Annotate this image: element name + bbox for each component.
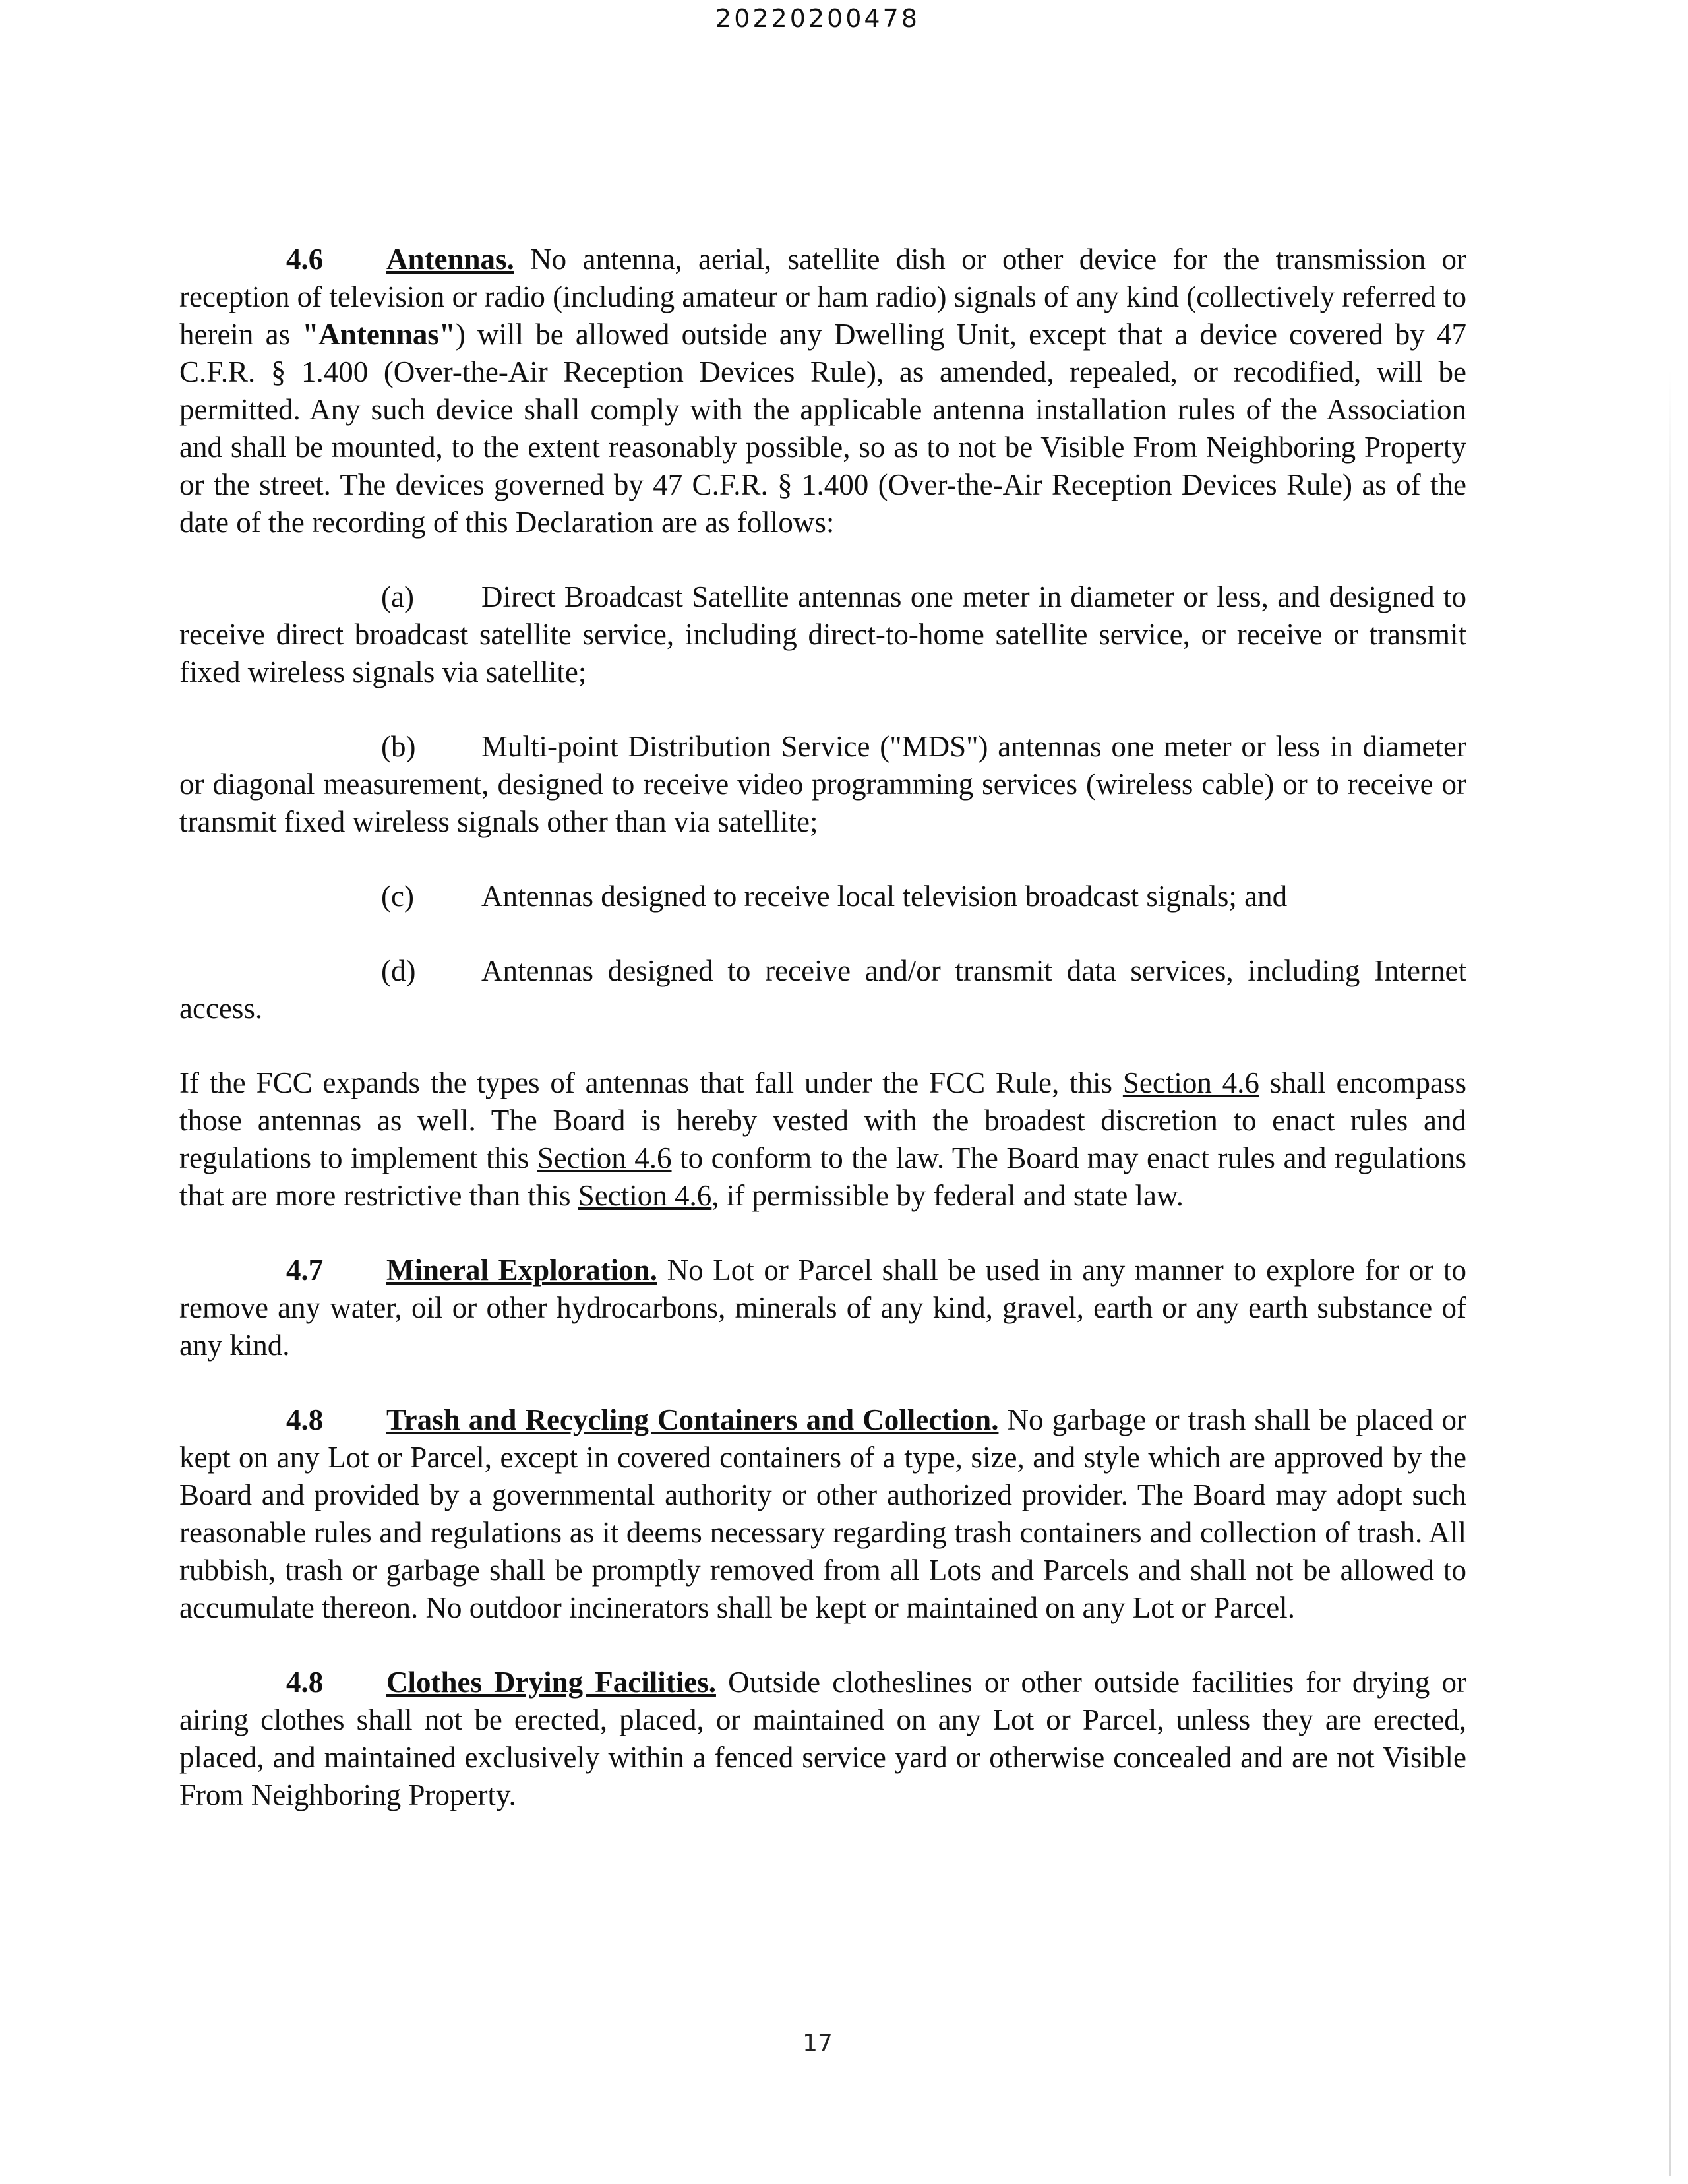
section-4-8-trash	[179, 1401, 1466, 1627]
section-title: Mineral Exploration.	[386, 1254, 657, 1287]
section-number: 4.7	[286, 1254, 324, 1287]
page-content	[179, 241, 1466, 1851]
page-number: 17	[802, 2030, 833, 2057]
section-reference: Section 4.6	[578, 1179, 712, 1212]
scan-edge-shadow	[1669, 369, 1671, 2176]
section-number: 4.8	[286, 1666, 324, 1699]
item-b	[179, 728, 1466, 841]
document-number: 20220200478	[715, 4, 920, 33]
item-label: (d)	[381, 954, 416, 987]
section-reference: Section 4.6	[1122, 1066, 1259, 1099]
item-text: Multi-point Distribution Service ("MDS") antennas one meter or less in diameter or diagonal measurement, designed to receive video programming services (wireless cable) or to receive or transmit fixed wireless signals other than via satellite;	[179, 730, 1466, 838]
item-label: (c)	[381, 880, 414, 913]
paragraph-text: , if permissible by federal and state law.	[711, 1179, 1184, 1212]
item-d	[179, 952, 1466, 1027]
item-label: (a)	[381, 580, 414, 613]
item-label: (b)	[381, 730, 416, 763]
item-text: Antennas designed to receive local television broadcast signals; and	[481, 880, 1288, 913]
item-text: Direct Broadcast Satellite antennas one meter in diameter or less, and designed to receive direct broadcast satellite service, including direct-to-home satellite service, or receive or transmit fixed wireless signals via satellite;	[179, 580, 1466, 688]
item-c	[179, 878, 1466, 915]
section-reference: Section 4.6	[537, 1141, 672, 1174]
section-number: 4.8	[286, 1403, 324, 1436]
paragraph-text: If the FCC expands the types of antennas that fall under the FCC Rule, this	[179, 1066, 1123, 1099]
section-text: No antenna, aerial, satellite dish or other device for the transmission or reception of television or radio (including amateur or ham radio) signals of any kind (collectively referred to herein as	[179, 243, 1466, 351]
section-text: No garbage or trash shall be placed or kept on any Lot or Parcel, except in covered containers of a type, size, and style which are approved by the Board and provided by a governmental authority or other authorized provider. The Board may adopt such reasonable rules and regulations as it deems necessary regarding trash containers and collection of trash. All rubbish, trash or garbage shall be promptly removed from all Lots and Parcels and shall not be allowed to accumulate thereon. No outdoor incinerators shall be kept or maintained on any Lot or Parcel.	[179, 1403, 1466, 1624]
defined-term: "Antennas"	[302, 318, 456, 351]
item-a	[179, 578, 1466, 691]
section-text: ) will be allowed outside any Dwelling Unit, except that a device covered by 47 C.F.R. § 1.400 (Over-the-Air Reception Devices Rule), as amended, repealed, or recodified, will be permitted. Any such device shall comply with the applicable antenna installation rules of the Association and shall be mounted, to the extent reasonably possible, so as to not be Visible From Neighboring Property or the street. The devices governed by 47 C.F.R. § 1.400 (Over-the-Air Reception Devices Rule) as of the date of the recording of this Declaration are as follows:	[179, 318, 1466, 539]
paragraph-text: shall encompass those antennas as well. The Board is hereby vested with the broadest discretion to enact rules and regulations to implement this	[179, 1066, 1467, 1174]
section-number: 4.6	[286, 243, 324, 276]
section-4-7	[179, 1252, 1466, 1364]
fcc-paragraph	[179, 1064, 1466, 1215]
section-text: Outside clotheslines or other outside facilities for drying or airing clothes shall not be erected, placed, or maintained on any Lot or Parcel, unless they are erected, placed, and maintained exclusively within a fenced service yard or otherwise concealed and are not Visible From Neighboring Property.	[179, 1666, 1466, 1811]
section-title: Clothes Drying Facilities.	[386, 1666, 716, 1699]
section-text: No Lot or Parcel shall be used in any manner to explore for or to remove any water, oil or other hydrocarbons, minerals of any kind, gravel, earth or any earth substance of any kind.	[179, 1254, 1466, 1362]
item-text: Antennas designed to receive and/or transmit data services, including Internet access.	[179, 954, 1466, 1025]
section-title: Antennas.	[386, 243, 514, 276]
section-4-8-clothes	[179, 1664, 1466, 1814]
section-title: Trash and Recycling Containers and Collection.	[386, 1403, 999, 1436]
section-4-6	[179, 241, 1466, 541]
paragraph-text: to conform to the law. The Board may enact rules and regulations that are more restrictive than this	[179, 1141, 1467, 1212]
